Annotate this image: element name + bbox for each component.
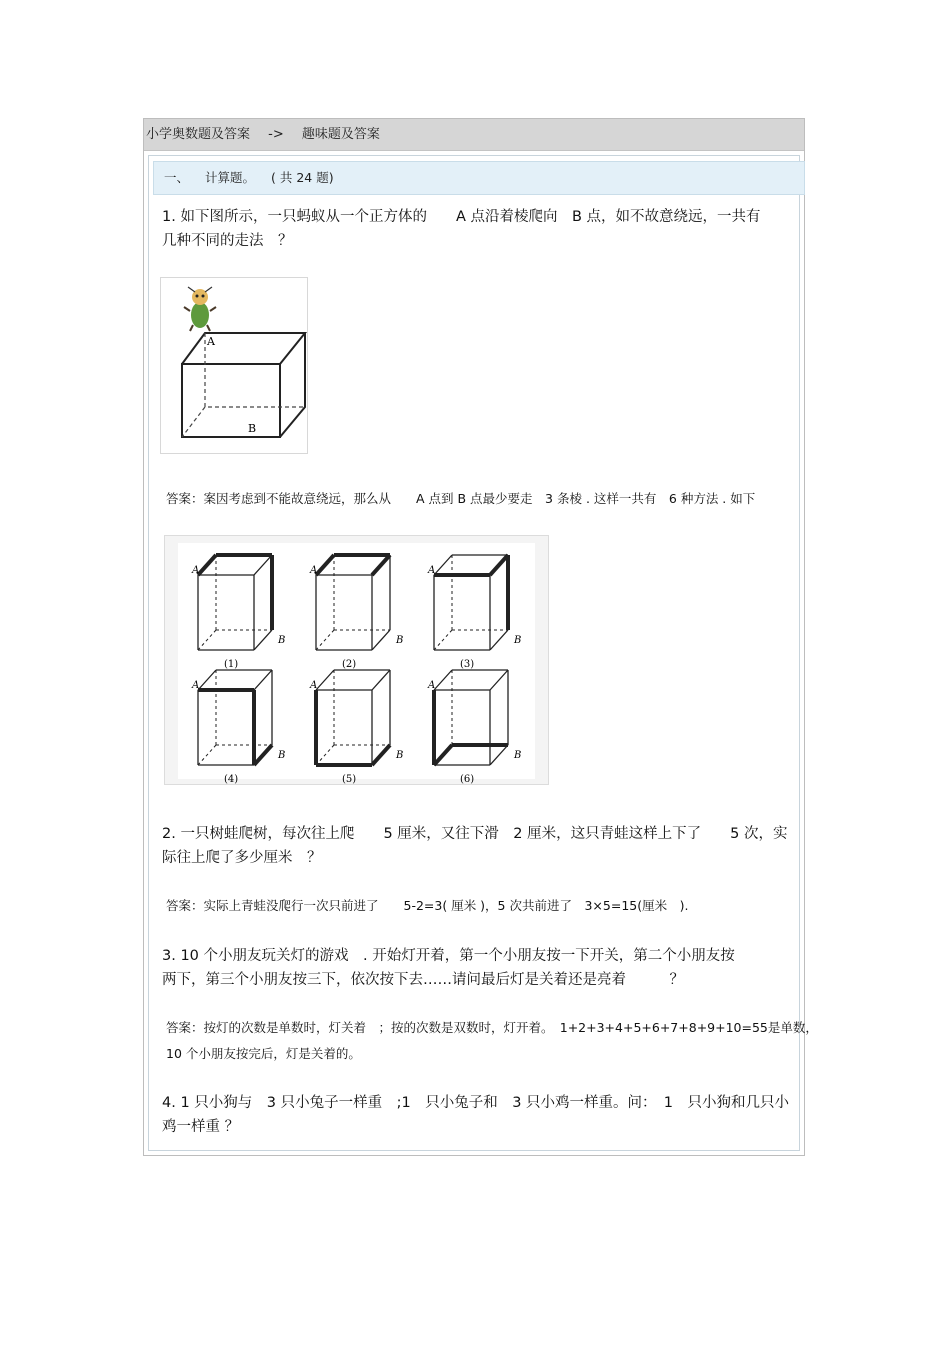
vertex-label-b: B bbox=[514, 750, 522, 761]
solution-caption: (3) bbox=[460, 659, 475, 670]
vertex-label-b: B bbox=[278, 635, 286, 646]
question-1 bbox=[162, 205, 761, 253]
vertex-label-a: A bbox=[428, 680, 436, 691]
vertex-label-b: B bbox=[278, 750, 286, 761]
question-text-line: 4. 1 只小狗与 3 只小兔子一样重 ;1 只小兔子和 3 只小鸡一样重。问： 1 只小狗和几只小 bbox=[162, 1095, 790, 1111]
question-text-line: 3. 10 个小朋友玩关灯的游戏 . 开始灯开着，第一个小朋友按一下开关，第二个小朋友按 bbox=[162, 948, 735, 964]
breadcrumb bbox=[144, 119, 804, 151]
answer-text-line: 答案：案因考虑到不能故意绕远，那么从 A 点到 B 点最少要走 3 条棱 . 这样一共有 6 种方法 . 如下 bbox=[166, 491, 756, 506]
section-count: ( 共 24 题) bbox=[271, 170, 334, 185]
answer-text-line: 10 个小朋友按完后，灯是关着的。 bbox=[166, 1046, 361, 1061]
solution-caption: (6) bbox=[460, 774, 475, 785]
question-text-line: 两下，第三个小朋友按三下，依次按下去……请问最后灯是关着还是亮着 ？ bbox=[162, 972, 684, 988]
breadcrumb-category-link[interactable]: 小学奥数题及答案 bbox=[146, 127, 251, 142]
solution-caption: (1) bbox=[224, 659, 239, 670]
question-text-line: 际往上爬了多少厘米 ？ bbox=[162, 850, 322, 866]
vertex-label-a: A bbox=[428, 565, 436, 576]
vertex-label-a: A bbox=[310, 565, 318, 576]
question-text-line: 几种不同的走法 ？ bbox=[162, 233, 293, 249]
breadcrumb-current[interactable]: 趣味题及答案 bbox=[301, 127, 380, 142]
question-text-line: 鸡一样重 ？ bbox=[162, 1119, 240, 1135]
answer-text-line: 答案：按灯的次数是单数时，灯关着 ；按的次数是双数时，灯开着。 1+2+3+4+5+6+7+8+9+10=55是单数， bbox=[166, 1020, 818, 1035]
answer-1 bbox=[166, 486, 755, 512]
vertex-label-b: B bbox=[396, 635, 404, 646]
cube-with-ant-figure bbox=[160, 277, 310, 455]
question-2 bbox=[162, 822, 787, 870]
question-4 bbox=[162, 1091, 789, 1139]
solution-caption: (5) bbox=[342, 774, 357, 785]
section-header bbox=[153, 161, 805, 195]
solution-caption: (4) bbox=[224, 774, 239, 785]
vertex-label-a: A bbox=[310, 680, 318, 691]
section-title: 计算题。 bbox=[205, 170, 256, 185]
vertex-label-b: B bbox=[396, 750, 404, 761]
vertex-label-a: A bbox=[192, 565, 200, 576]
vertex-label-a: A bbox=[192, 680, 200, 691]
vertex-label-b: B bbox=[514, 635, 522, 646]
solution-caption: (2) bbox=[342, 659, 357, 670]
answer-3 bbox=[166, 1015, 818, 1067]
answer-text-line: 答案：实际上青蛙没爬行一次只前进了 5-2=3( 厘米 )，5 次共前进了 3×5=15(厘米 ). bbox=[166, 898, 689, 913]
six-paths-solution-figure bbox=[164, 535, 549, 785]
question-text-line: 2. 一只树蛙爬树，每次往上爬 5 厘米，又往下滑 2 厘米，这只青蛙这样上下了 5 次，实 bbox=[162, 826, 788, 842]
section-number: 一、 bbox=[164, 170, 190, 185]
vertex-label-a: A bbox=[207, 335, 215, 348]
vertex-label-b: B bbox=[248, 422, 257, 435]
question-text-line: 1. 如下图所示，一只蚂蚁从一个正方体的 A 点沿着棱爬向 B 点，如不故意绕远，一共有 bbox=[162, 209, 761, 225]
question-3 bbox=[162, 944, 735, 992]
breadcrumb-arrow: -> bbox=[268, 127, 284, 142]
answer-2 bbox=[166, 893, 688, 919]
